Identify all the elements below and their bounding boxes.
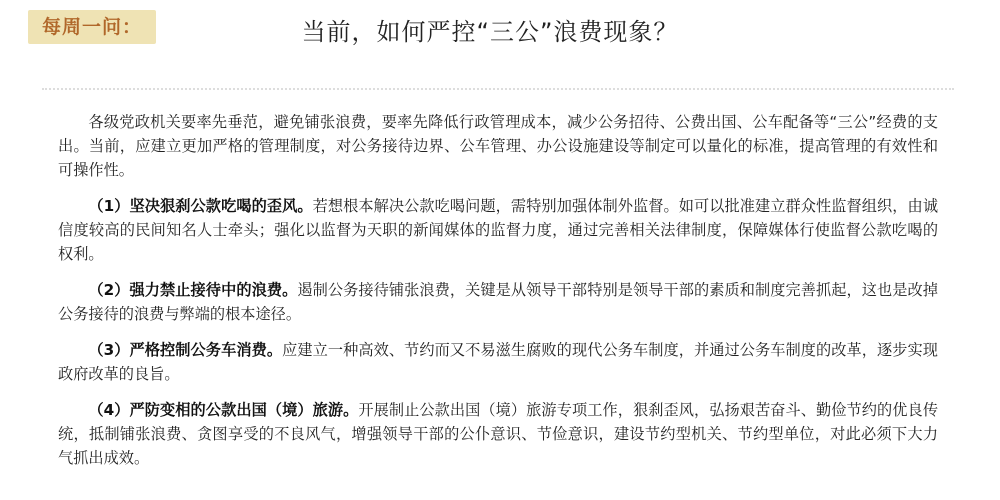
list-item (58, 278, 938, 326)
item-body: 开展制止公款出国（境）旅游专项工作，狠刹歪风，弘扬艰苦奋斗、勤俭节约的优良传统，抵制铺张浪费、贪图享受的不良风气，增强领导干部的公仆意识、节俭意识，建设节约型机关、节约型单位，对此必须下大力气抓出成效。 (58, 401, 939, 467)
list-item (58, 194, 938, 266)
article-body (58, 110, 938, 470)
item-heading: （4）严防变相的公款出国（境）旅游。 (88, 401, 359, 419)
page-title: 当前，如何严控“三公”浪费现象？ (301, 18, 679, 46)
weekly-question-badge: 每周一问： (28, 10, 156, 44)
item-body: 遏制公务接待铺张浪费，关键是从领导干部特别是领导干部的素质和制度完善抓起，这也是改掉公务接待的浪费与弊端的根本途径。 (58, 281, 938, 323)
item-body: 应建立一种高效、节约而又不易滋生腐败的现代公务车制度，并通过公务车制度的改革，逐步实现政府改革的良旨。 (58, 341, 938, 383)
item-heading: （1）坚决狠刹公款吃喝的歪风。 (88, 197, 313, 215)
intro-paragraph: 各级党政机关要率先垂范，避免铺张浪费，要率先降低行政管理成本，减少公务招待、公费出国、公车配备等“三公”经费的支出。当前，应建立更加严格的管理制度，对公务接待边界、公车管理、办公设施建设等制定可以量化的标准，提高管理的有效性和可操作性。 (58, 113, 938, 179)
item-heading: （3）严格控制公务车消费。 (88, 341, 283, 359)
item-body: 若想根本解决公款吃喝问题，需特别加强体制外监督。如可以批准建立群众性监督组织，由诚信度较高的民间知名人士牵头；强化以监督为天职的新闻媒体的监督力度，通过完善相关法律制度，保障媒体行使监督公款吃喝的权利。 (58, 197, 939, 263)
list-item (58, 338, 938, 386)
item-heading: （2）强力禁止接待中的浪费。 (88, 281, 298, 299)
dotted-divider (42, 88, 954, 90)
list-item (58, 398, 938, 470)
